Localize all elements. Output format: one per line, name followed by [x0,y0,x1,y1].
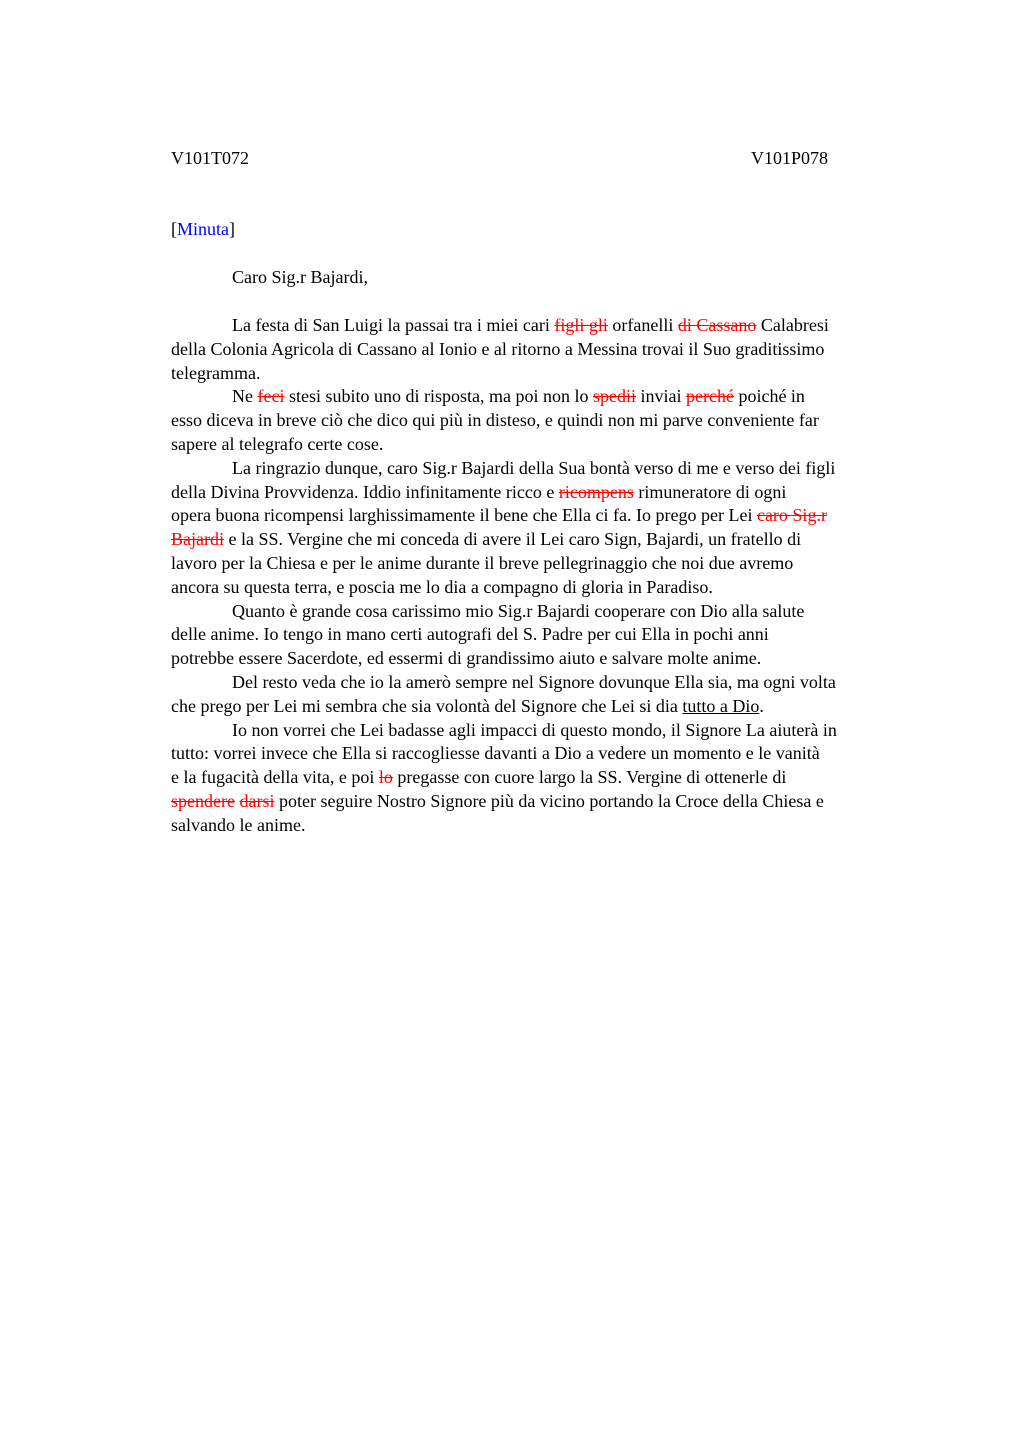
paragraph-6-line-4: spendere darsi poter seguire Nostro Signore più da vicino portando la Croce della Chiesa e [171,790,824,811]
paragraph-6-line-1: Io non vorrei che Lei badasse agli impacci di questo mondo, il Signore La aiuterà in [232,719,837,740]
deleted-text: ricompens [558,481,634,502]
paragraph-2-line-1: Ne feci stesi subito uno di risposta, ma poi non lo spedii inviai perché poiché in [232,386,805,407]
paragraph-3-line-1: La ringrazio dunque, caro Sig.r Bajardi della Sua bontà verso di me e verso dei figli [232,457,836,478]
deleted-text: di Cassano [677,315,757,335]
deleted-text: Bajardi [171,529,224,550]
paragraph-1-line-2: della Colonia Agricola di Cassano al Ionio e al ritorno a Messina trovai il Suo graditissimo [171,338,825,359]
paragraph-5-line-1: Del resto veda che io la amerò sempre nel Signore dovunque Ella sia, ma ogni volta [232,671,836,692]
salutation: Caro Sig.r Bajardi, [232,267,368,287]
paragraph-1-line-3: telegramma. [171,362,261,383]
paragraph-4-line-2: delle anime. Io tengo in mano certi autografi del S. Padre per cui Ella in pochi anni [171,624,769,645]
paragraph-3-line-6: ancora su questa terra, e poscia me lo dia a compagno di gloria in Paradiso. [171,576,713,597]
deleted-text: feci [257,386,285,407]
underlined-text: tutto a Dio [682,695,760,716]
paragraph-3-line-4: Bajardi e la SS. Vergine che mi conceda di avere il Lei caro Sign, Bajardi, un fratello di [171,529,802,550]
paragraph-3-line-5: lavoro per la Chiesa e per le anime durante il breve pellegrinaggio che noi due avremo [171,552,794,573]
minuta-note [171,219,235,239]
deleted-text: spedii [592,386,636,407]
deleted-text: lo [378,767,393,788]
paragraph-3-line-2: della Divina Provvidenza. Iddio infinitamente ricco e ricompens rimuneratore di ogni [171,481,787,502]
open-bracket: [ [171,219,177,239]
paragraph-2-line-2: esso diceva in breve ciò che dico qui più in disteso, e quindi non mi parve conveniente far [171,410,819,431]
paragraph-4-line-1: Quanto è grande cosa carissimo mio Sig.r Bajardi cooperare con Dio alla salute [232,600,805,621]
deleted-text: spendere [171,790,235,811]
close-bracket: ] [229,219,235,239]
paragraph-6-line-3: e la fugacità della vita, e poi lo pregasse con cuore largo la SS. Vergine di ottenerle di [171,767,787,788]
minuta-label: Minuta [177,219,229,239]
paragraph-1-line-1: La festa di San Luigi la passai tra i miei cari figli gli orfanelli di Cassano Calabresi [232,315,829,335]
deleted-text: perché [685,386,734,407]
paragraph-5-line-2: che prego per Lei mi sembra che sia volontà del Signore che Lei si dia tutto a Dio. [171,695,764,716]
paragraph-6-line-2: tutto: vorrei invece che Ella si raccogliesse davanti a Dio a vedere un momento e le vanità [171,743,820,764]
paragraph-3-line-3: opera buona ricompensi larghissimamente il bene che Ella ci fa. Io prego per Lei caro Sig.r [171,505,827,526]
deleted-text: darsi [239,790,275,811]
paragraph-4-line-3: potrebbe essere Sacerdote, ed essermi di grandissimo aiuto e salvare molte anime. [171,648,762,669]
paragraph-2-line-3: sapere al telegrafo certe cose. [171,433,384,454]
document-code-right: V101P078 [751,148,829,168]
deleted-text: figli gli [554,315,608,335]
deleted-text: caro Sig.r [756,505,827,526]
letter-body [171,314,931,838]
document-code-left: V101T072 [171,148,249,168]
paragraph-6-line-5: salvando le anime. [171,814,306,835]
